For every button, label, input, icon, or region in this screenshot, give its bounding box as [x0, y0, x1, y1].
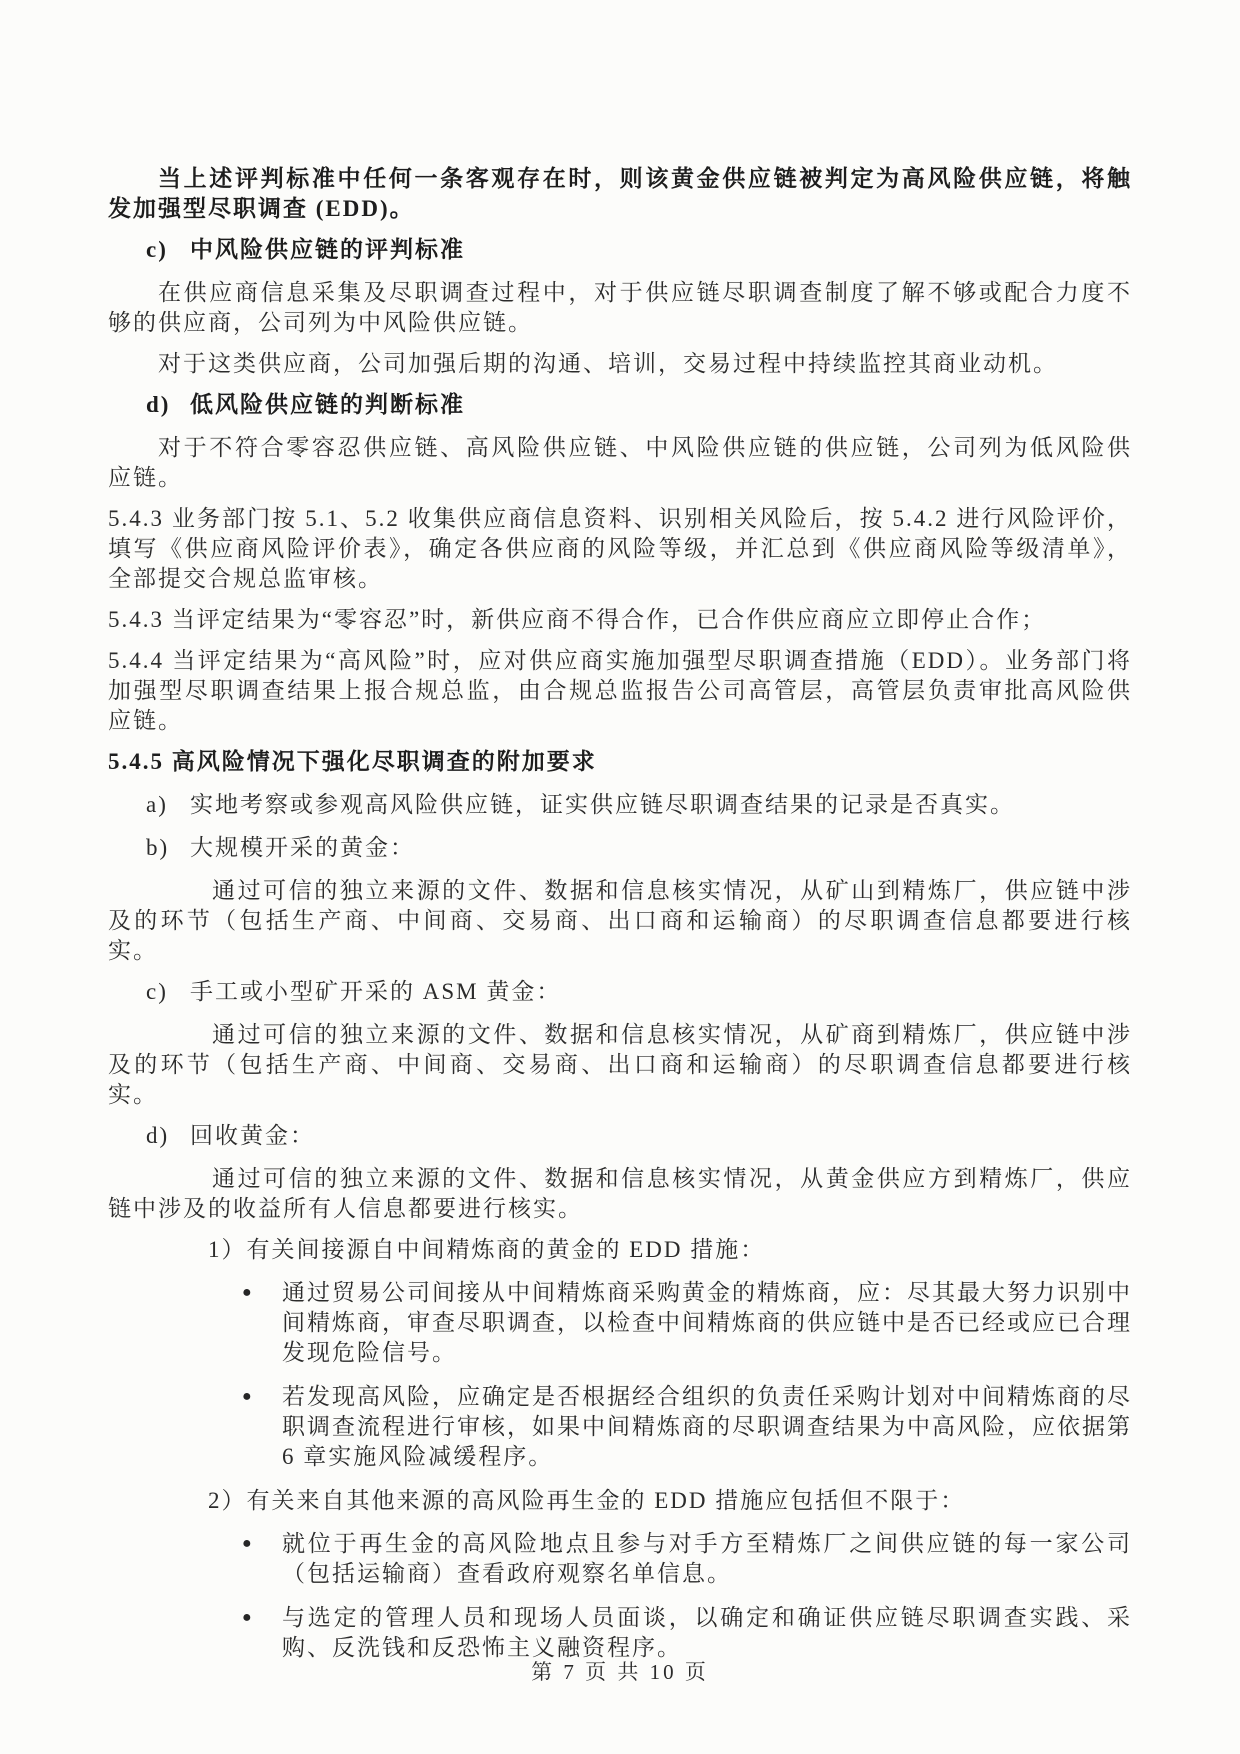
bullet-text: 通过贸易公司间接从中间精炼商采购黄金的精炼商，应：尽其最大努力识别中间精炼商，审查尽职调查，以检查中间精炼商的供应链中是否已经或应已合理发现危险信号。	[282, 1280, 1132, 1365]
para-5-4-3-collection: 5.4.3 业务部门按 5.1、5.2 收集供应商信息资料、识别相关风险后，按 5.4.2 进行风险评价，填写《供应商风险评价表》，确定各供应商的风险等级，并汇总到《供应商风险等级清单》，全部提交合规总监审核。	[108, 506, 1132, 591]
list-item-d-recycled-gold	[108, 1121, 1132, 1151]
num-item-1-indirect-refiner-edd: 1）有关间接源自中间精炼商的黄金的 EDD 措施：	[208, 1237, 766, 1262]
bullet-icon: ●	[242, 1284, 252, 1301]
item-marker: d)	[146, 1123, 170, 1148]
heading-marker: d)	[146, 392, 171, 417]
para-high-risk-trigger: 当上述评判标准中任何一条客观存在时，则该黄金供应链被判定为高风险供应链，将触发加强型尽职调查 (EDD)。	[108, 166, 1132, 221]
para-medium-risk-monitoring: 对于这类供应商，公司加强后期的沟通、培训，交易过程中持续监控其商业动机。	[158, 351, 1058, 376]
para-5-4-4-high-risk-edd: 5.4.4 当评定结果为“高风险”时，应对供应商实施加强型尽职调查措施（EDD）。业务部门将加强型尽职调查结果上报合规总监，由合规总监报告公司高管层，高管层负责审批高风险供应链。	[108, 648, 1132, 733]
heading-label: 低风险供应链的判断标准	[190, 392, 465, 417]
bullet-item-trading-company	[108, 1278, 1132, 1368]
num-item-2-other-sources-edd: 2）有关来自其他来源的高风险再生金的 EDD 措施应包括但不限于：	[208, 1488, 966, 1513]
list-item-c-asm-gold	[108, 977, 1132, 1007]
para-5-4-3-zero-tolerance: 5.4.3 当评定结果为“零容忍”时，新供应商不得合作，已合作供应商应立即停止合作；	[108, 607, 1047, 632]
para-verify-miner-sources: 通过可信的独立来源的文件、数据和信息核实情况，从矿商到精炼厂，供应链中涉及的环节（包括生产商、中间商、交易商、出口商和运输商）的尽职调查信息都要进行核实。	[108, 1022, 1132, 1107]
bullet-text: 与选定的管理人员和现场人员面谈，以确定和确证供应链尽职调查实践、采购、反洗钱和反恐怖主义融资程序。	[282, 1605, 1132, 1660]
item-label: 大规模开采的黄金：	[190, 835, 415, 860]
page-footer: 第 7 页 共 10 页	[531, 1660, 709, 1684]
item-label: 手工或小型矿开采的 ASM 黄金：	[190, 979, 562, 1004]
para-low-risk-definition: 对于不符合零容忍供应链、高风险供应链、中风险供应链的供应链，公司列为低风险供应链。	[108, 435, 1132, 490]
bullet-text: 就位于再生金的高风险地点且参与对手方至精炼厂之间供应链的每一家公司（包括运输商）查看政府观察名单信息。	[282, 1531, 1132, 1586]
para-verify-mine-sources: 通过可信的独立来源的文件、数据和信息核实情况，从矿山到精炼厂，供应链中涉及的环节（包括生产商、中间商、交易商、出口商和运输商）的尽职调查信息都要进行核实。	[108, 878, 1132, 963]
bullet-icon: ●	[242, 1535, 252, 1552]
item-marker: b)	[146, 835, 170, 860]
heading-marker: c)	[146, 237, 168, 262]
para-verify-beneficial-owners: 通过可信的独立来源的文件、数据和信息核实情况，从黄金供应方到精炼厂，供应链中涉及的收益所有人信息都要进行核实。	[108, 1166, 1132, 1221]
list-item-a-site-visit	[108, 790, 1132, 820]
para-medium-risk-definition: 在供应商信息采集及尽职调查过程中，对于供应链尽职调查制度了解不够或配合力度不够的供应商，公司列为中风险供应链。	[108, 280, 1132, 335]
item-label: 回收黄金：	[190, 1123, 315, 1148]
list-item-b-large-scale-gold	[108, 833, 1132, 863]
bullet-icon: ●	[242, 1388, 252, 1405]
bullet-text: 若发现高风险，应确定是否根据经合组织的负责任采购计划对中间精炼商的尽职调查流程进行审核，如果中间精炼商的尽职调查结果为中高风险，应依据第 6 章实施风险减缓程序。	[282, 1384, 1132, 1469]
bullet-item-staff-interviews	[108, 1603, 1132, 1663]
bullet-item-oecd-review	[108, 1382, 1132, 1472]
heading-5-4-5: 5.4.5 高风险情况下强化尽职调查的附加要求	[108, 749, 597, 774]
heading-label: 中风险供应链的评判标准	[190, 237, 465, 262]
item-marker: a)	[146, 792, 168, 817]
item-marker: c)	[146, 979, 168, 1004]
item-label: 实地考察或参观高风险供应链，证实供应链尽职调查结果的记录是否真实。	[190, 792, 1015, 817]
bullet-icon: ●	[242, 1609, 252, 1626]
document-content	[108, 164, 1132, 1677]
heading-medium-risk-criteria	[108, 235, 1132, 265]
heading-low-risk-criteria	[108, 390, 1132, 420]
bullet-item-watchlist-check	[108, 1529, 1132, 1589]
